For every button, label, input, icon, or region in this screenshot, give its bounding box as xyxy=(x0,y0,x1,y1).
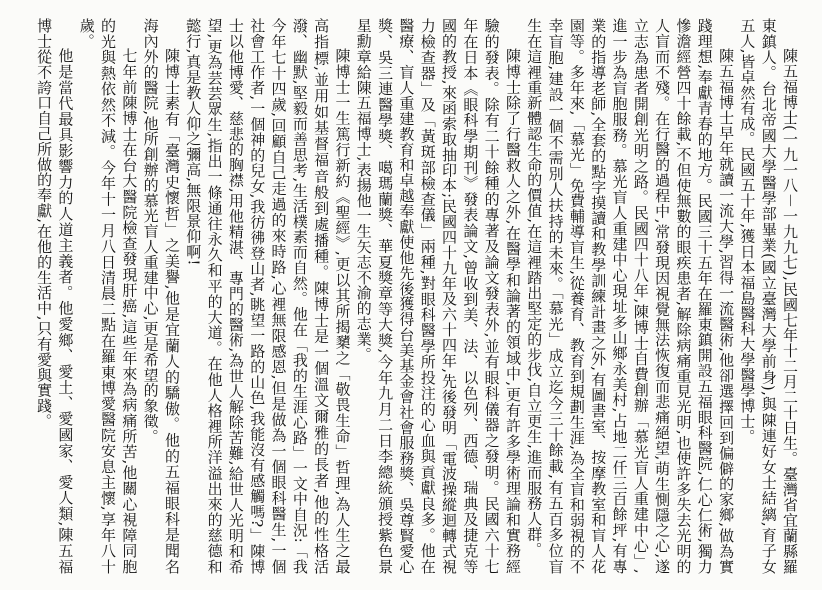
paragraph-research-awards: 陳博士除了行醫救人之外,在醫學和論著的領域中,更有許多學術理論和實務經驗的發表。除有二十餘種的專著及論文發表外,並有眼科儀器之發明。民國六十七年在日本《眼科學期刊》發表論文,曾收到美、法、以色列、西德、瑞典及捷克等國的教授,來函索取抽印本;民國四十九年及六十四年,先後發明「電波操縱迴轉式視力檢查器」及「黃斑部檢查儀」兩種,對眼科醫學所投注的心血與貢獻良多。他在醫療、盲人重建教育和卓越奉獻使他先後獲得台美基金會社會服務獎、吳尊賢愛心獎、吳三連醫學獎、噶瑪蘭獎、華夏獎章等大獎,今年九月二日李總統頒授紫色景星勳章給陳五福博士,表揚他一生矢志不渝的志業。 xyxy=(354,18,522,574)
paragraph-medical-career: 陳五福博士早年就讀一流大學,習得一流醫術,他卻選擇回到偏僻的家鄉,做為實踐理想,奉獻青春的地方。民國三十五年在羅東鎮開設五福眼科醫院,仁心仁術,獨力慘澹經營四十餘載,不但使無數的眼疾患者,解除病痛重見光明,也使許多失去光明的人盲而不殘。在行醫的過程中,常發現因視覺無法恢復而悲痛絕望,萌生惻隱之心,遂立志為患者開創光明之路。民國四十八年,陳博士自費創辦「慕光盲人重建中心」,進一步為盲胞服務。慕光盲人重建中心現址多山鄉永美村,占地二仟三百餘坪,有專業的指導老師,全套的點字摸讀和教學訓練計畫之外,有圖書室、按摩教室和盲人花園等。多年來,「慕光」免費輔導盲生,從養育、教育到規劃生涯,為全盲和弱視的不幸盲胞,建設一個不需別人扶持的未來。「慕光」成立迄今三十餘載,有五百多位盲生在這裡重新體認生命的價值,在這裡踏出堅定的步伐,自立更生,進而服務人群。 xyxy=(525,18,736,574)
paragraph-legacy: 他是當代最具影響力的人道主義者。他愛鄉、愛土、愛國家、愛人類,陳五福博士從不誇口自己所做的奉獻,在他的生活中,只有愛與實踐。 xyxy=(35,18,75,574)
paragraph-character: 陳博士一生篤行新約《聖經》,更以其所揭櫫之「敬畏生命」哲理,為人生之最高指標,並用如基督福音般到處播種。陳博士是一個溫文爾雅的長者,他的性格活潑、幽默,堅毅而善思考,生活樸素而自然。他在「我的生涯心路」一文中自況:「我今年七十四歲,回顧自己走過的來時路,心裡無限感恩,但是做為一個眼科醫生,一個社會工作者,一個神的兒女,我彷彿登山者,眺望一路的山色,我能沒有感觸嗎?」陳博士以他博愛、慈悲的胸襟,用他精湛、專門的醫術,為世人解除苦難,給世人光明和希望,更為芸芸眾生,指出一條通往永久和平的大道。在他人格裡所洋溢出來的慈德和懿行,真是教人仰之彌高,無限景仰啊! xyxy=(184,18,352,574)
paragraph-passing: 七年前陳博士在台大醫院檢查發現肝癌,這些年來為病痛所苦,他關心視障同胞的光與熱依然不減。今年十一月八日清晨二點在羅東博愛醫院安息主懷,享年八十歲。 xyxy=(77,18,139,574)
vertical-text-block xyxy=(33,18,800,574)
paragraph-biography-intro: 陳五福博士(一九一八－一九九七),民國七年十二月二十日生。臺灣省宜蘭縣羅東鎮人。台北帝國大學醫學部畢業(國立臺灣大學前身),與陳連好女士結縭,育子女五人,皆卓然有成。民國五十年,獲日本福島醫科大學醫學博士。 xyxy=(738,18,799,574)
paragraph-reputation: 陳博士素有「臺灣史懷哲」之美譽,他是宜蘭人的驕傲。他的五福眼科是聞名海內外的醫院,他所創辦的慕光盲人重建中心,更是希望的象徵。 xyxy=(141,18,181,574)
